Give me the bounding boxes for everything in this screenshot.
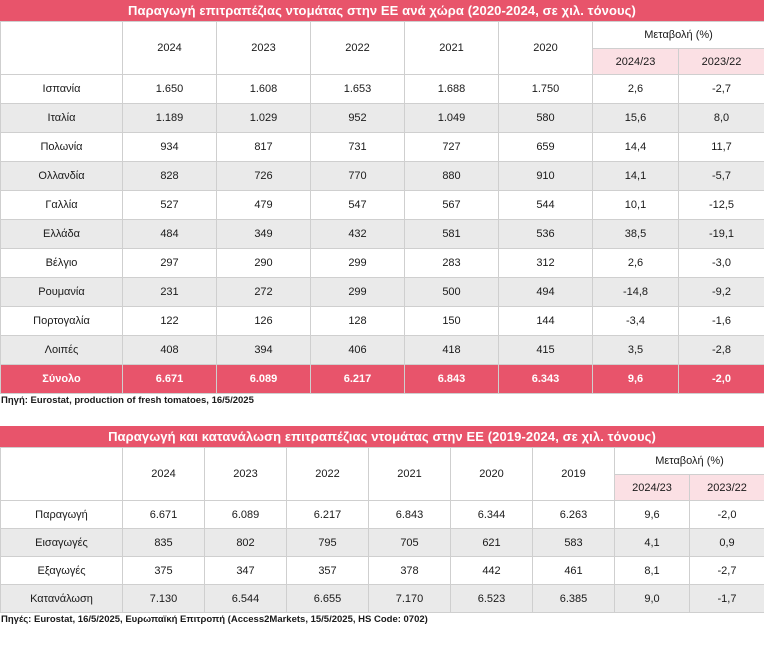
value-cell: 802 [205,529,287,557]
change-subheader: 2024/23 [593,49,679,75]
value-cell: 6.523 [451,585,533,613]
year-header: 2020 [451,448,533,501]
value-cell: 705 [369,529,451,557]
value-cell: 6.089 [217,365,311,394]
value-cell: 1.750 [499,75,593,104]
value-cell: 567 [405,191,499,220]
value-cell: 583 [533,529,615,557]
value-cell: 1.688 [405,75,499,104]
value-cell: 6.344 [451,501,533,529]
value-cell: 527 [123,191,217,220]
change-cell: 3,5 [593,336,679,365]
change-subheader: 2023/22 [679,49,764,75]
change-cell: -3,0 [679,249,764,278]
value-cell: 828 [123,162,217,191]
value-cell: 1.650 [123,75,217,104]
table2-title: Παραγωγή και κατανάλωση επιτραπέζιας ντομάτας στην ΕΕ (2019-2024, σε χιλ. τόνους) [0,426,764,447]
value-cell: 795 [287,529,369,557]
value-cell: 312 [499,249,593,278]
value-cell: 231 [123,278,217,307]
row-label: Ισπανία [1,75,123,104]
change-cell: -12,5 [679,191,764,220]
value-cell: 6.671 [123,501,205,529]
table-row [1,162,764,191]
value-cell: 544 [499,191,593,220]
change-cell: 9,6 [615,501,690,529]
value-cell: 6.343 [499,365,593,394]
value-cell: 1.189 [123,104,217,133]
change-cell: 2,6 [593,249,679,278]
value-cell: 418 [405,336,499,365]
value-cell: 580 [499,104,593,133]
row-label: Ολλανδία [1,162,123,191]
value-cell: 150 [405,307,499,336]
value-cell: 406 [311,336,405,365]
value-cell: 6.843 [369,501,451,529]
table-row [1,307,764,336]
change-cell: 15,6 [593,104,679,133]
year-header: 2024 [123,22,217,75]
value-cell: 283 [405,249,499,278]
value-cell: 128 [311,307,405,336]
table-row [1,585,764,613]
change-cell: 14,1 [593,162,679,191]
change-cell: 0,9 [690,529,764,557]
change-cell: -19,1 [679,220,764,249]
corner-cell [1,448,123,501]
value-cell: 347 [205,557,287,585]
value-cell: 581 [405,220,499,249]
value-cell: 394 [217,336,311,365]
table1-title: Παραγωγή επιτραπέζιας ντομάτας στην ΕΕ ανά χώρα (2020-2024, σε χιλ. τόνους) [0,0,764,21]
value-cell: 415 [499,336,593,365]
row-label: Ελλάδα [1,220,123,249]
change-cell: -2,0 [690,501,764,529]
change-cell: 8,0 [679,104,764,133]
change-cell: 38,5 [593,220,679,249]
value-cell: 297 [123,249,217,278]
table-row [1,529,764,557]
change-cell: -9,2 [679,278,764,307]
value-cell: 910 [499,162,593,191]
table-row [1,365,764,394]
row-label: Βέλγιο [1,249,123,278]
value-cell: 6.385 [533,585,615,613]
value-cell: 408 [123,336,217,365]
row-label: Λοιπές [1,336,123,365]
change-cell: -2,0 [679,365,764,394]
change-cell: 2,6 [593,75,679,104]
value-cell: 1.049 [405,104,499,133]
change-cell: -3,4 [593,307,679,336]
value-cell: 432 [311,220,405,249]
value-cell: 6.671 [123,365,217,394]
change-cell: 11,7 [679,133,764,162]
value-cell: 6.089 [205,501,287,529]
value-cell: 7.130 [123,585,205,613]
year-header: 2021 [405,22,499,75]
value-cell: 621 [451,529,533,557]
row-label: Πορτογαλία [1,307,123,336]
year-header: 2022 [287,448,369,501]
table-row [1,133,764,162]
value-cell: 484 [123,220,217,249]
change-cell: -2,7 [690,557,764,585]
year-header: 2022 [311,22,405,75]
value-cell: 934 [123,133,217,162]
year-header: 2023 [217,22,311,75]
value-cell: 349 [217,220,311,249]
change-cell: -5,7 [679,162,764,191]
value-cell: 290 [217,249,311,278]
change-cell: 9,0 [615,585,690,613]
change-cell: -2,7 [679,75,764,104]
row-label: Κατανάλωση [1,585,123,613]
value-cell: 299 [311,249,405,278]
change-cell: -1,6 [679,307,764,336]
value-cell: 272 [217,278,311,307]
change-header: Μεταβολή (%) [593,22,764,49]
value-cell: 6.217 [287,501,369,529]
change-cell: 4,1 [615,529,690,557]
value-cell: 659 [499,133,593,162]
table-row [1,75,764,104]
table-row [1,249,764,278]
year-header: 2019 [533,448,615,501]
corner-cell [1,22,123,75]
value-cell: 1.029 [217,104,311,133]
change-cell: -2,8 [679,336,764,365]
table-row [1,278,764,307]
value-cell: 299 [311,278,405,307]
change-cell: 10,1 [593,191,679,220]
row-label: Γαλλία [1,191,123,220]
value-cell: 770 [311,162,405,191]
table1-source: Πηγή: Eurostat, production of fresh tomatoes, 16/5/2025 [1,395,254,406]
value-cell: 375 [123,557,205,585]
change-cell: -14,8 [593,278,679,307]
value-cell: 7.170 [369,585,451,613]
change-subheader: 2023/22 [690,475,764,501]
year-header: 2020 [499,22,593,75]
balance-table [0,447,764,613]
change-header: Μεταβολή (%) [615,448,764,475]
value-cell: 122 [123,307,217,336]
year-header: 2024 [123,448,205,501]
value-cell: 547 [311,191,405,220]
row-label: Πολωνία [1,133,123,162]
row-label: Ρουμανία [1,278,123,307]
value-cell: 835 [123,529,205,557]
table-row [1,336,764,365]
value-cell: 726 [217,162,311,191]
value-cell: 536 [499,220,593,249]
value-cell: 952 [311,104,405,133]
value-cell: 6.217 [311,365,405,394]
table-row [1,104,764,133]
value-cell: 378 [369,557,451,585]
row-label: Παραγωγή [1,501,123,529]
table2-source: Πηγές: Eurostat, 16/5/2025, Ευρωπαϊκή Επιτροπή (Access2Markets, 15/5/2025, HS Code: 0702) [1,614,428,625]
value-cell: 6.655 [287,585,369,613]
value-cell: 144 [499,307,593,336]
year-header: 2021 [369,448,451,501]
value-cell: 500 [405,278,499,307]
value-cell: 442 [451,557,533,585]
row-label: Εξαγωγές [1,557,123,585]
year-header: 2023 [205,448,287,501]
table-row [1,191,764,220]
value-cell: 126 [217,307,311,336]
change-cell: -1,7 [690,585,764,613]
row-label: Εισαγωγές [1,529,123,557]
value-cell: 357 [287,557,369,585]
table-row [1,501,764,529]
value-cell: 880 [405,162,499,191]
value-cell: 6.544 [205,585,287,613]
value-cell: 461 [533,557,615,585]
row-label: Σύνολο [1,365,123,394]
value-cell: 6.263 [533,501,615,529]
change-cell: 9,6 [593,365,679,394]
value-cell: 1.653 [311,75,405,104]
country-production-table [0,21,764,394]
value-cell: 817 [217,133,311,162]
table-row [1,557,764,585]
value-cell: 1.608 [217,75,311,104]
value-cell: 494 [499,278,593,307]
row-label: Ιταλία [1,104,123,133]
table-row [1,220,764,249]
change-cell: 14,4 [593,133,679,162]
change-cell: 8,1 [615,557,690,585]
value-cell: 479 [217,191,311,220]
value-cell: 731 [311,133,405,162]
change-subheader: 2024/23 [615,475,690,501]
value-cell: 727 [405,133,499,162]
value-cell: 6.843 [405,365,499,394]
